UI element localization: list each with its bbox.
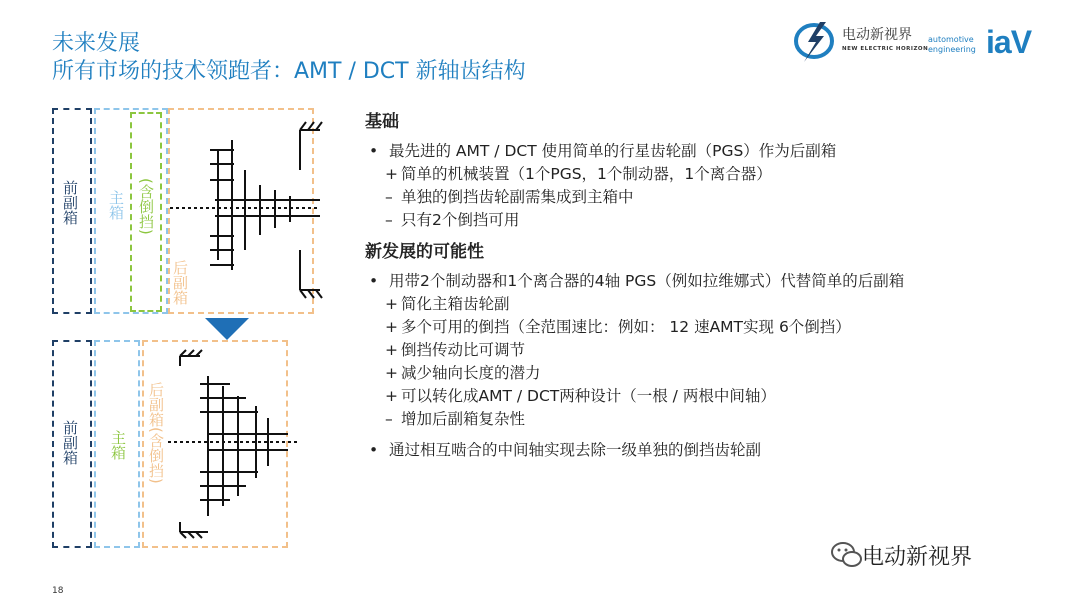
list-item: [365, 270, 1065, 293]
list-item: [365, 140, 1065, 163]
list-item-sign: +: [385, 295, 398, 313]
list-item-sign: –: [385, 188, 393, 206]
title-line-1: 未来发展: [52, 31, 141, 56]
list-item-text: 增加后副箱复杂性: [401, 410, 526, 428]
transmission-diagram: [50, 100, 340, 560]
section-basics-list: [365, 140, 1065, 232]
list-item-text: 用带2个制动器和1个离合器的4轴 PGS（例如拉维娜式）代替简单的后副箱: [389, 272, 905, 290]
watermark: 电动新视界: [862, 545, 973, 570]
list-item-sign: +: [385, 318, 398, 336]
content-area: [365, 110, 1065, 462]
title-line-2: 所有市场的技术领跑者：AMT / DCT 新轴齿结构: [52, 59, 526, 84]
list-item: [365, 293, 1065, 316]
list-item-sign: +: [385, 165, 398, 183]
list-item-text: 减少轴向长度的潜力: [401, 364, 541, 382]
bottom-front-label: 前副箱: [61, 420, 79, 465]
top-main-label: 主箱: [107, 190, 125, 220]
section-possibilities-list: [365, 270, 1065, 431]
section-heading-possibilities: 新发展的可能性: [365, 242, 484, 262]
list-item-text: 只有2个倒挡可用: [401, 211, 520, 229]
list-item-sign: +: [385, 364, 398, 382]
brand-name: 电动新视界: [842, 27, 912, 43]
list-item-sign: –: [385, 410, 393, 428]
top-reverse-label: (含倒挡): [137, 178, 155, 235]
wechat-icon: [830, 540, 864, 570]
list-item-text: 简单的机械装置（1个PGS，1个制动器，1个离合器）: [401, 165, 772, 183]
list-item-text: 倒挡传动比可调节: [401, 341, 526, 359]
list-item: [365, 362, 1065, 385]
iav-wordmark: iaV: [986, 24, 1032, 60]
brand-logo-iav: [928, 22, 1038, 62]
iav-tagline: [928, 35, 976, 55]
brand-logo-electric-horizon: [790, 18, 950, 64]
list-item-text: 单独的倒挡齿轮副需集成到主箱中: [401, 188, 634, 206]
list-item-text: 可以转化成AMT / DCT两种设计（一根 / 两根中间轴）: [401, 387, 776, 405]
list-item-sign: +: [385, 387, 398, 405]
list-item-text: 通过相互啮合的中间轴实现去除一级单独的倒挡齿轮副: [389, 441, 762, 459]
page-number: 18: [52, 586, 64, 596]
list-item-text: 多个可用的倒挡（全范围速比：例如： 12 速AMT实现 6个倒挡）: [401, 318, 851, 336]
lightning-globe-icon: [790, 18, 842, 64]
list-item-sign: +: [385, 341, 398, 359]
list-item-sign: –: [385, 211, 393, 229]
list-item: [365, 339, 1065, 362]
list-item: [365, 209, 1065, 232]
section-heading-basics: 基础: [365, 112, 399, 132]
bottom-gear-schematic: [168, 346, 318, 546]
bottom-main-label: 主箱: [109, 430, 127, 460]
list-item: [365, 163, 1065, 186]
list-item-text: 最先进的 AMT / DCT 使用简单的行星齿轮副（PGS）作为后副箱: [389, 142, 837, 160]
list-item: [365, 316, 1065, 339]
list-item: [365, 408, 1065, 431]
bottom-rear-label: 后副箱(含倒挡): [147, 382, 165, 484]
list-item: [365, 186, 1065, 209]
arrow-down-icon: [205, 318, 249, 340]
list-item-final: [365, 439, 1065, 462]
top-gear-schematic: [160, 110, 330, 310]
top-rear-label: 后副箱: [171, 260, 189, 305]
list-item: [365, 385, 1065, 408]
iav-tagline-line-1: automotive: [928, 35, 974, 44]
iav-tagline-line-2: engineering: [928, 45, 976, 54]
list-item-text: 简化主箱齿轮副: [401, 295, 510, 313]
brand-subtitle: NEW ELECTRIC HORIZON: [842, 46, 929, 52]
page-title: [52, 30, 526, 86]
top-front-label: 前副箱: [61, 180, 79, 225]
